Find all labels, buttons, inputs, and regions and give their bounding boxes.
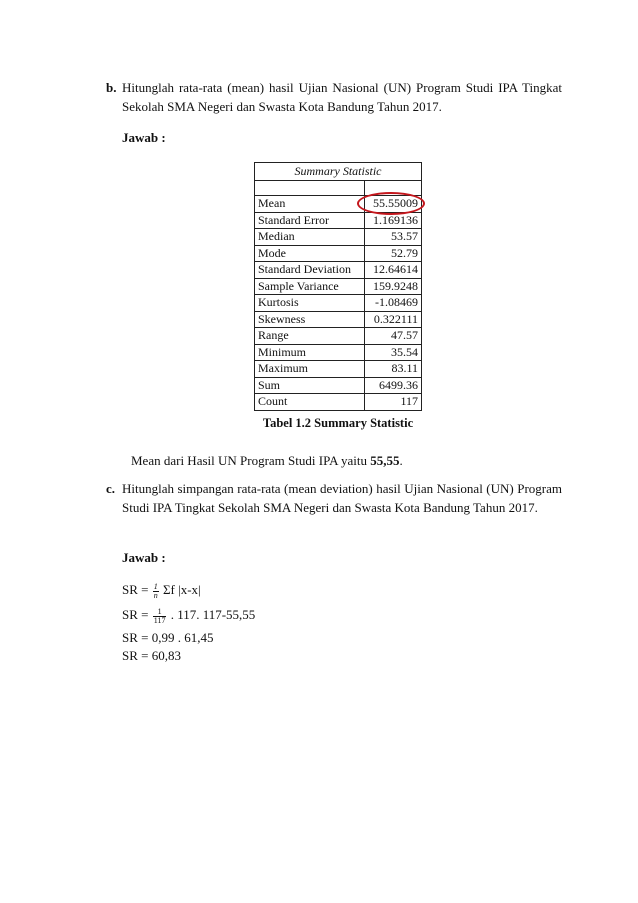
formula-1-numerator: 1 [153, 581, 158, 591]
formula-line-4: SR = 60,83 [122, 648, 181, 663]
question-b-text: Hitunglah rata-rata (mean) hasil Ujian Nasional (UN) Program Studi IPA Tingkat Sekolah SMA Negeri dan Swasta Kota Bandung Tahun 2017. [122, 80, 562, 114]
stat-label: Kurtosis [255, 295, 365, 312]
mean-sentence-value: 55,55 [370, 453, 400, 468]
mean-sentence-text: Mean dari Hasil UN Program Studi IPA yaitu [131, 453, 371, 468]
stat-value: 159.9248 [364, 278, 421, 295]
stat-value: 117 [364, 394, 421, 411]
stat-label: Sample Variance [255, 278, 365, 295]
table-cell [364, 181, 421, 196]
stat-value: 55.55009 [364, 196, 421, 213]
table-header-row [255, 163, 422, 181]
table-row [255, 262, 422, 279]
formula-1-fraction [153, 583, 159, 600]
table-header: Summary Statistic [255, 163, 422, 181]
stat-value: 12.64614 [364, 262, 421, 279]
item-letter-b: b. [106, 80, 117, 95]
stat-value: 1.169136 [364, 212, 421, 229]
jawab-b-label: Jawab : [122, 130, 166, 145]
table-row [255, 196, 422, 213]
stat-label: Skewness [255, 311, 365, 328]
stat-label: Range [255, 328, 365, 345]
stat-label: Count [255, 394, 365, 411]
formula-2-numerator: 1 [153, 608, 167, 617]
stat-label: Standard Error [255, 212, 365, 229]
table-row [255, 377, 422, 394]
table-row [255, 394, 422, 411]
item-letter-c: c. [106, 481, 116, 496]
stat-value: 0.322111 [364, 311, 421, 328]
formula-1-prefix: SR = [122, 582, 152, 597]
question-b [106, 78, 562, 116]
formula-line-1 [122, 580, 562, 600]
table-row [255, 328, 422, 345]
table-row [255, 229, 422, 246]
stat-value: 52.79 [364, 245, 421, 262]
stat-label: Sum [255, 377, 365, 394]
stat-value: 35.54 [364, 344, 421, 361]
summary-statistic-table [254, 162, 422, 411]
stat-label: Mode [255, 245, 365, 262]
stat-value: -1.08469 [364, 295, 421, 312]
table-row [255, 295, 422, 312]
table-caption: Tabel 1.2 Summary Statistic [262, 416, 414, 430]
table-row [255, 245, 422, 262]
formula-1-suffix: Σf |x-x| [162, 582, 201, 597]
stat-value: 6499.36 [364, 377, 421, 394]
question-c-text: Hitunglah simpangan rata-rata (mean deviation) hasil Ujian Nasional (UN) Program Studi IPA Tingkat Sekolah SMA Negeri dan Swasta Kota Bandung Tahun 2017. [122, 481, 562, 515]
table-empty-row [255, 181, 422, 196]
formula-1-denominator: n [153, 590, 158, 600]
formula-2-prefix: SR = [122, 607, 152, 622]
table-row [255, 311, 422, 328]
table-row [255, 361, 422, 378]
stat-value: 53.57 [364, 229, 421, 246]
formula-2-fraction [153, 608, 167, 625]
formula-line-3: SR = 0,99 . 61,45 [122, 630, 214, 645]
stat-label: Median [255, 229, 365, 246]
stat-value: 83.11 [364, 361, 421, 378]
formula-2-denominator: 117 [153, 615, 166, 625]
stat-label: Mean [255, 196, 365, 213]
stat-label: Minimum [255, 344, 365, 361]
stat-label: Standard Deviation [255, 262, 365, 279]
formula-line-2 [122, 605, 562, 625]
table-row [255, 344, 422, 361]
question-c [106, 479, 562, 517]
table-cell [255, 181, 365, 196]
mean-sentence [131, 451, 571, 470]
table-row [255, 212, 422, 229]
jawab-c-label: Jawab : [122, 550, 166, 565]
table-row [255, 278, 422, 295]
stat-value: 47.57 [364, 328, 421, 345]
formula-2-suffix: . 117. 117-55,55 [170, 607, 256, 622]
mean-sentence-end: . [399, 453, 403, 468]
stat-label: Maximum [255, 361, 365, 378]
